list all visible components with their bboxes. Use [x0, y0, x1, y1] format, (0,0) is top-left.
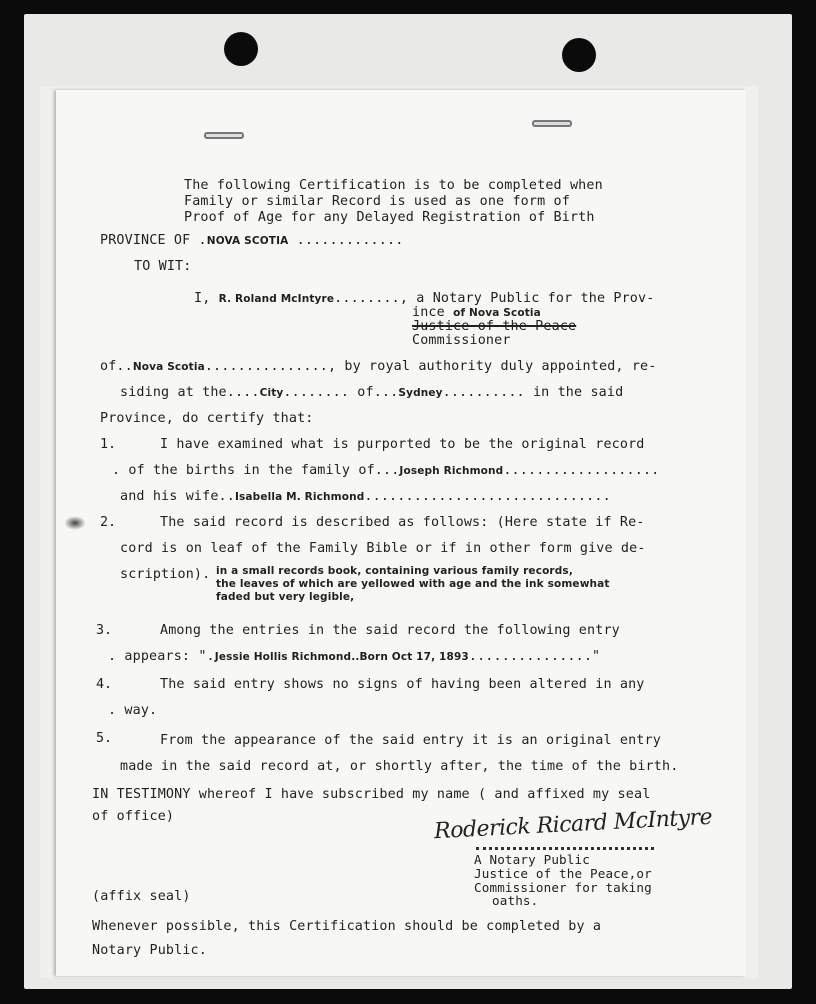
- declarant-title: a Notary Public for the Prov-: [416, 291, 655, 306]
- declarant-dots: ........,: [334, 291, 409, 306]
- item-2-line-2: cord is on leaf of the Family Bible or if in other form give de-: [120, 541, 646, 556]
- item-1-line-2-dots: ...................: [503, 463, 660, 478]
- notary-title-3: Commissioner for taking: [474, 880, 652, 895]
- punch-hole-right: [562, 38, 596, 72]
- item-1-line-2-prefix: . of the births in the family of...: [112, 463, 400, 478]
- notary-title-1: A Notary Public: [474, 852, 590, 867]
- father-name: Joseph Richmond: [399, 465, 504, 477]
- item-3-number: 3.: [96, 623, 113, 638]
- province-label: PROVINCE OF .: [100, 233, 207, 248]
- certificate-page: [56, 90, 746, 976]
- item-1-line-3-dots: ..............................: [364, 489, 611, 504]
- ince-line: [412, 305, 541, 320]
- declarant-line: [194, 291, 654, 306]
- item-3-line-2-prefix: . appears: ".: [108, 649, 215, 664]
- heading-line-1: The following Certification is to be completed when: [184, 178, 603, 193]
- item-2-number: 2.: [100, 515, 117, 530]
- ink-smudge: [64, 516, 86, 530]
- item-3-line-2: [108, 649, 600, 664]
- residing-rest: .......... in the said: [442, 385, 624, 400]
- residing-city: City: [259, 387, 284, 399]
- punch-hole-left: [224, 32, 258, 66]
- affix-seal: (affix seal): [92, 889, 191, 904]
- item-1-line-3: [120, 489, 611, 504]
- record-description-2: the leaves of which are yellowed with age and the ink somewhat: [216, 578, 610, 590]
- item-4-line-2: . way.: [108, 703, 158, 718]
- declarant-name: R. Roland McIntyre: [218, 293, 335, 305]
- item-1-line-2: [112, 463, 659, 478]
- item-3-line-1: Among the entries in the said record the following entry: [160, 623, 620, 638]
- item-5-number: 5.: [96, 731, 113, 746]
- item-3-line-2-dots: ...............": [468, 649, 601, 664]
- justice-struck: Justice of the Peace: [412, 319, 577, 334]
- item-2-line-1: The said record is described as follows: (Here state if Re-: [160, 515, 645, 530]
- item-4-line-1: The said entry shows no signs of having been altered in any: [160, 677, 645, 692]
- province-certify: Province, do certify that:: [100, 411, 314, 426]
- province-line: [100, 233, 403, 248]
- notary-title-2: Justice of the Peace,or: [474, 866, 652, 881]
- signature-line: [476, 847, 654, 850]
- heading-line-3: Proof of Age for any Delayed Registration of Birth: [184, 210, 595, 225]
- testimony-line-1: IN TESTIMONY whereof I have subscribed my name ( and affixed my seal: [92, 787, 651, 802]
- item-1-number: 1.: [100, 437, 117, 452]
- item-2-line-3: scription).: [120, 567, 211, 582]
- residing-mid: ........ of...: [283, 385, 399, 400]
- staple-left: [204, 132, 244, 139]
- item-5-line-1: From the appearance of the said entry it is an original entry: [160, 733, 661, 748]
- declarant-prefix: I,: [194, 291, 211, 306]
- notary-signature: Roderick Ricard McIntyre: [433, 804, 713, 845]
- notary-title-4: oaths.: [492, 893, 539, 908]
- of-value: Nova Scotia: [132, 361, 205, 373]
- birth-entry: Jessie Hollis Richmond..Born Oct 17, 1893: [214, 651, 469, 663]
- province-dots: .............: [288, 233, 404, 248]
- ince-province: of Nova Scotia: [453, 307, 541, 319]
- heading-line-2: Family or similar Record is used as one form of: [184, 194, 570, 209]
- item-5-line-2: made in the said record at, or shortly after, the time of the birth.: [120, 759, 679, 774]
- footer-line-2: Notary Public.: [92, 943, 207, 958]
- of-line: [100, 359, 656, 374]
- record-description-1: in a small records book, containing various family records,: [216, 565, 573, 577]
- commissioner: Commissioner: [412, 333, 511, 348]
- to-wit: TO WIT:: [134, 259, 192, 274]
- residing-line: [120, 385, 623, 400]
- province-value: NOVA SCOTIA: [206, 235, 289, 247]
- item-1-line-3-prefix: and his wife..: [120, 489, 235, 504]
- item-4-number: 4.: [96, 677, 113, 692]
- record-description-3: faded but very legible,: [216, 591, 355, 603]
- staple-right: [532, 120, 572, 127]
- of-rest: ..............., by royal authority duly appointed, re-: [204, 359, 657, 374]
- footer-line-1: Whenever possible, this Certification should be completed by a: [92, 919, 602, 934]
- mother-name: Isabella M. Richmond: [234, 491, 365, 503]
- residing-town: Sydney: [398, 387, 443, 399]
- ince-text: ince: [412, 305, 445, 320]
- of-label: of..: [100, 359, 133, 374]
- item-1-line-1: I have examined what is purported to be the original record: [160, 437, 645, 452]
- testimony-line-2: of office): [92, 809, 175, 824]
- residing-prefix: siding at the....: [120, 385, 260, 400]
